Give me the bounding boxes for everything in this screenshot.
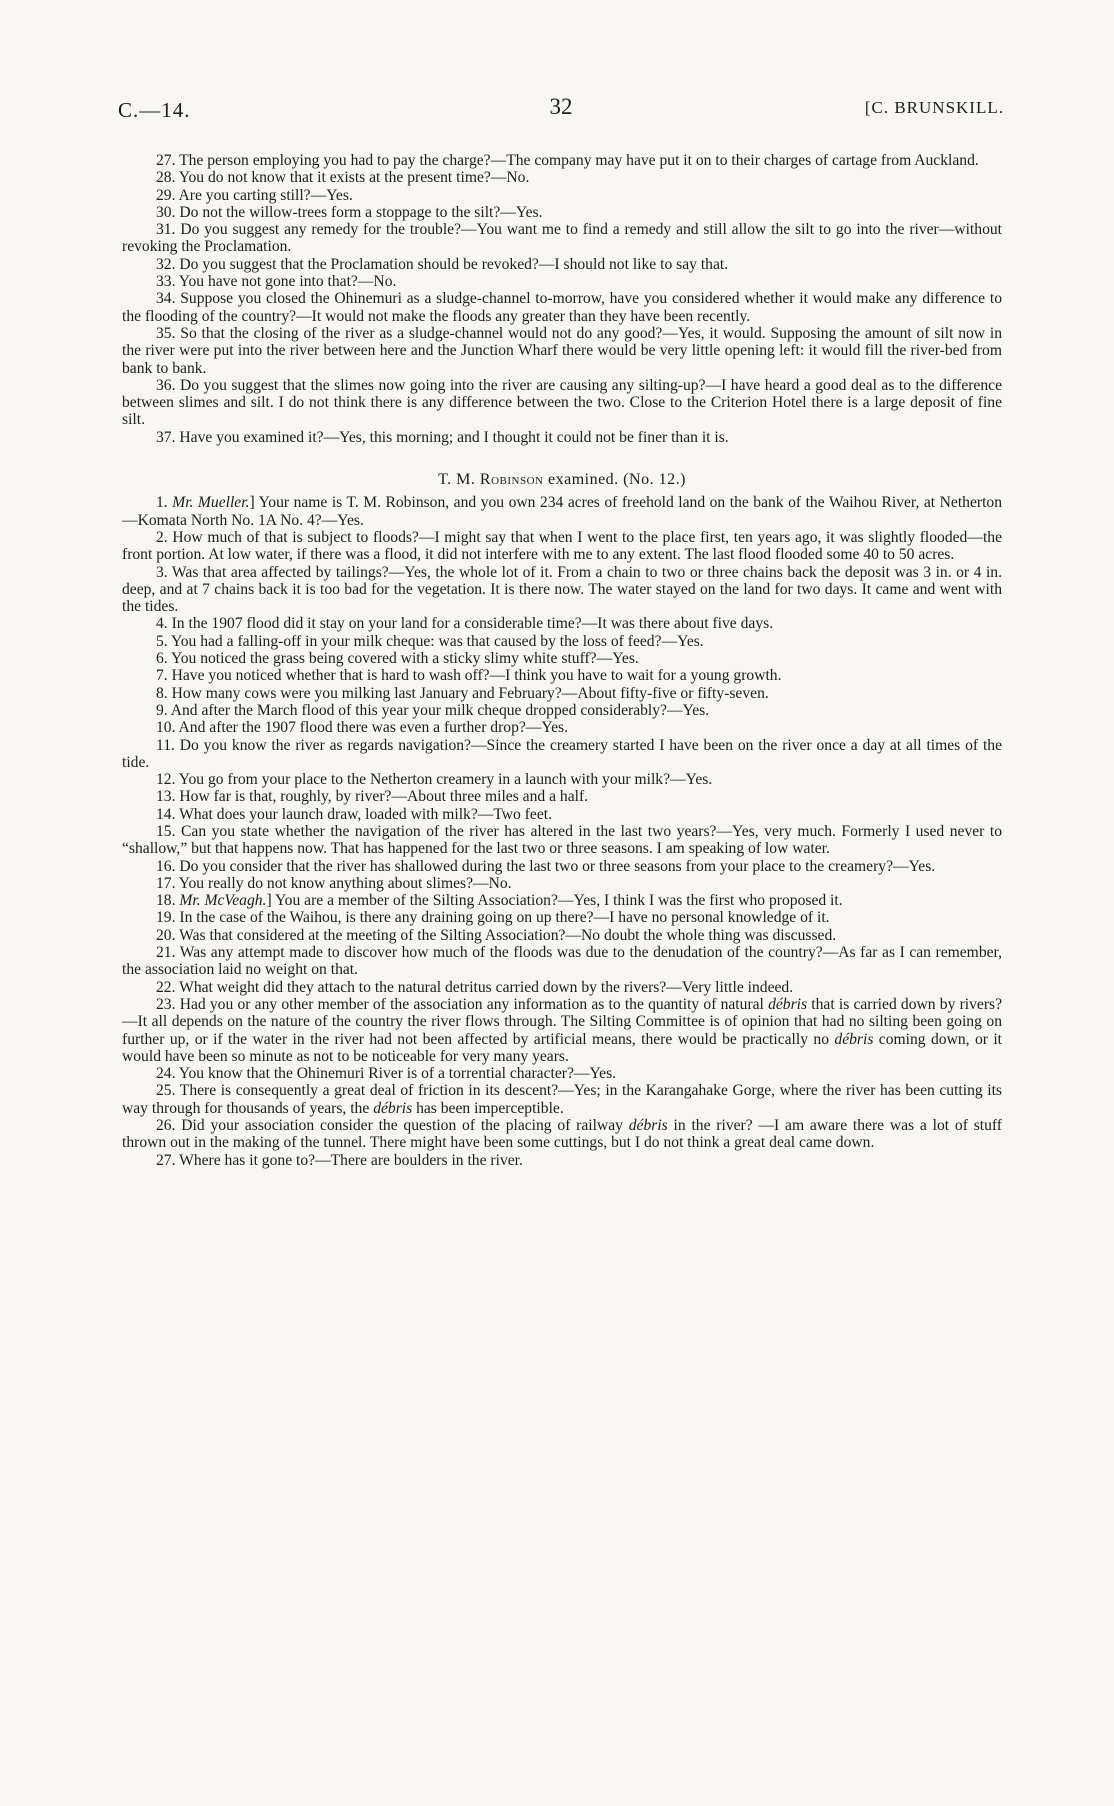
question-paragraph: 18. Mr. McVeagh.] You are a member of the Silting Association?—Yes, I think I was the first who proposed it. — [156, 892, 843, 910]
question-paragraph: 19. In the case of the Waihou, is there any draining going on up there?—I have no personal knowledge of it. — [156, 909, 830, 927]
witness-heading-suffix: examined. (No. 12.) — [543, 471, 686, 489]
speaker-name: Mr. Mueller. — [172, 494, 250, 512]
witness-name-header: [C. BRUNSKILL. — [864, 98, 1004, 117]
speaker-name: Mr. McVeagh. — [179, 892, 267, 910]
page-header — [118, 94, 1004, 126]
question-paragraph: 7. Have you noticed whether that is hard to wash off?—I think you have to wait for a young growth. — [156, 667, 782, 685]
question-paragraph: 8. How many cows were you milking last January and February?—About fifty-five or fifty-seven. — [156, 684, 769, 702]
question-paragraph: 17. You really do not know anything about slimes?—No. — [156, 874, 512, 892]
question-paragraph: 9. And after the March flood of this year your milk cheque dropped considerably?—Yes. — [156, 701, 710, 719]
question-paragraph: 16. Do you consider that the river has shallowed during the last two or three seasons from your place to the creamery?—Yes. — [156, 857, 936, 875]
question-paragraph: 37. Have you examined it?—Yes, this morning; and I thought it could not be finer than it is. — [156, 428, 729, 446]
question-paragraph: 15. Can you state whether the navigation of the river has altered in the last two years?—Yes, very much. Formerly I used never to “shallow,” but that happens now. That has happened for the last two or three seasons. I am speaking of low water. — [122, 822, 1002, 858]
question-paragraph: 11. Do you know the river as regards navigation?—Since the creamery started I have been on the river once a day at all times of the tide. — [122, 736, 1002, 771]
question-paragraph: 26. Did your association consider the question of the placing of railway débris in the river? —I am aware there was a lot of stuff thrown out in the making of the tunnel. There might have been some cuttings, but I do not think a great deal came down. — [122, 1117, 1002, 1152]
question-paragraph: 29. Are you carting still?—Yes. — [156, 186, 353, 204]
question-paragraph: 22. What weight did they attach to the natural detritus carried down by the rivers?—Very little indeed. — [156, 978, 794, 996]
question-paragraph: 20. Was that considered at the meeting of the Silting Association?—No doubt the whole thing was discussed. — [156, 926, 837, 944]
document-reference: C.—14. — [118, 98, 191, 122]
question-paragraph: 23. Had you or any other member of the association any information as to the quantity of natural débris that is carried down by rivers?—It all depends on the nature of the country the river flows through. The Silting Committee is of opinion that had no silting been going on further up, or if the water in the river had not been affected by artificial means, there would be practically no débris coming down, or it would have been so minute as not to be noticeable for very many years. — [122, 995, 1003, 1065]
document-body — [122, 152, 1002, 1169]
question-paragraph: 3. Was that area affected by tailings?—Yes, the whole lot of it. From a chain to two or three chains back the deposit was 3 in. or 4 in. deep, and at 7 chains back it is too bad for the vegetation. It is there now. The water stayed on the land for two days. It came and went with the tides. — [122, 563, 1002, 616]
question-paragraph: 30. Do not the willow-trees form a stoppage to the silt?—Yes. — [156, 203, 543, 221]
question-paragraph: 34. Suppose you closed the Ohinemuri as a sludge-channel to-morrow, have you considered whether it would make any difference to the flooding of the country?—It would not make the floods any greater than they have been recently. — [122, 290, 1002, 325]
question-paragraph: 2. How much of that is subject to floods?—I might say that when I went to the place first, ten years ago, it was slightly flooded—the front portion. At low water, if there was a flood, it did not interfere with me to any extent. The last flood flooded some 40 to 50 acres. — [122, 528, 1002, 564]
witness-section-heading — [122, 471, 1002, 488]
question-paragraph: 14. What does your launch draw, loaded with milk?—Two feet. — [156, 805, 553, 823]
question-paragraph: 36. Do you suggest that the slimes now going into the river are causing any silting-up?—I have heard a good deal as to the difference between slimes and silt. I do not think there is any difference between the two. Close to the Criterion Hotel there is a large deposit of fine silt. — [122, 376, 1002, 429]
question-paragraph: 27. Where has it gone to?—There are boulders in the river. — [156, 1151, 523, 1169]
question-paragraph: 32. Do you suggest that the Proclamation should be revoked?—I should not like to say that. — [156, 255, 729, 273]
question-paragraph: 4. In the 1907 flood did it stay on your land for a considerable time?—It was there about five days. — [156, 615, 774, 633]
question-paragraph: 6. You noticed the grass being covered with a sticky slimy white stuff?—Yes. — [156, 650, 639, 668]
question-paragraph: 28. You do not know that it exists at the present time?—No. — [156, 169, 530, 187]
question-paragraph: 1. Mr. Mueller.] Your name is T. M. Robinson, and you own 234 acres of freehold land on the bank of the Waihou River, at Netherton—Komata North No. 1A No. 4?—Yes. — [122, 494, 1002, 529]
question-paragraph: 25. There is consequently a great deal of friction in its descent?—Yes; in the Karangahake Gorge, where the river has been cutting its way through for thousands of years, the débris has been imperceptible. — [122, 1082, 1002, 1117]
question-paragraph: 13. How far is that, roughly, by river?—About three miles and a half. — [156, 788, 589, 806]
page-number: 32 — [549, 94, 573, 119]
question-paragraph: 33. You have not gone into that?—No. — [156, 273, 397, 291]
question-paragraph: 27. The person employing you had to pay the charge?—The company may have put it on to their charges of cartage from Auckland. — [156, 152, 979, 169]
question-paragraph: 24. You know that the Ohinemuri River is of a torrential character?—Yes. — [156, 1065, 617, 1083]
question-paragraph: 12. You go from your place to the Netherton creamery in a launch with your milk?—Yes. — [156, 771, 713, 789]
question-paragraph: 31. Do you suggest any remedy for the trouble?—You want me to find a remedy and still allow the silt to go into the river—without revoking the Proclamation. — [122, 221, 1002, 256]
question-paragraph: 35. So that the closing of the river as a sludge-channel would not do any good?—Yes, it would. Supposing the amount of silt now in the river were put into the river between here and the Junction Wharf there would be very little opening left: it would fill the river-bed from bank to bank. — [122, 324, 1002, 377]
question-paragraph: 5. You had a falling-off in your milk cheque: was that caused by the loss of feed?—Yes. — [156, 632, 704, 650]
witness-name: T. M. Robinson — [438, 471, 544, 489]
question-paragraph: 10. And after the 1907 flood there was even a further drop?—Yes. — [156, 719, 568, 737]
question-paragraph: 21. Was any attempt made to discover how much of the floods was due to the denudation of the country?—As far as I can remember, the association laid no weight on that. — [122, 944, 1002, 979]
